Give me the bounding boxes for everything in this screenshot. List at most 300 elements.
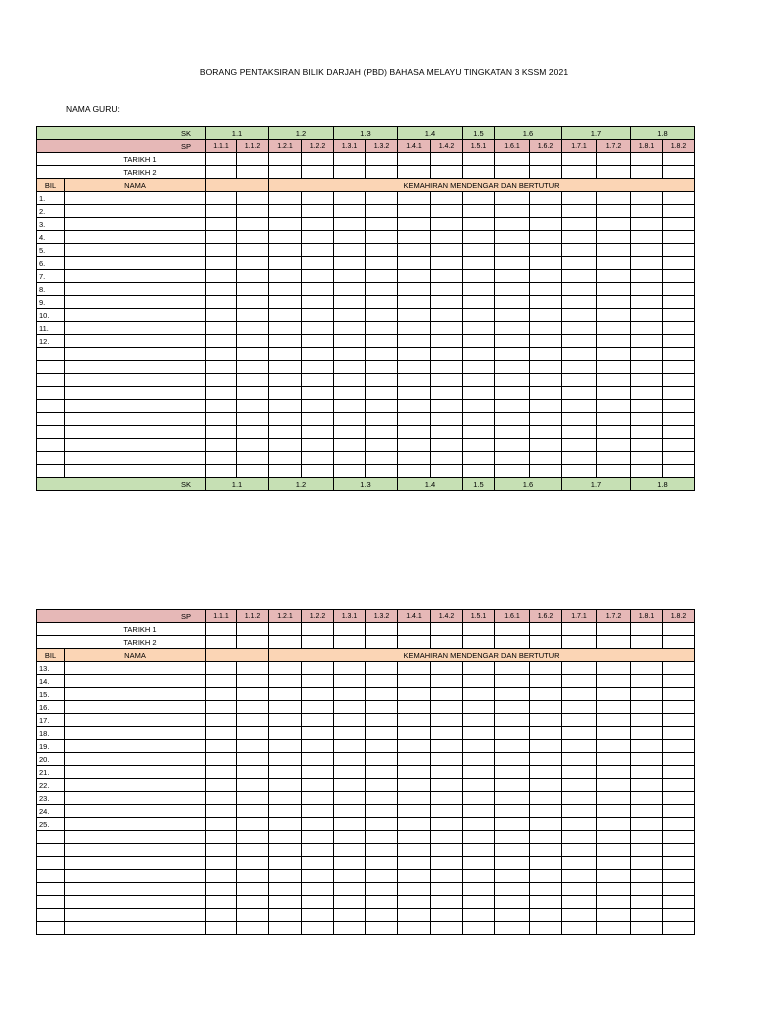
score-cell[interactable] (562, 244, 597, 257)
score-cell[interactable] (495, 805, 530, 818)
score-cell[interactable] (463, 909, 495, 922)
date-cell[interactable] (269, 623, 302, 636)
score-cell[interactable] (431, 909, 463, 922)
score-cell[interactable] (302, 400, 334, 413)
score-cell[interactable] (269, 413, 302, 426)
score-cell[interactable] (206, 883, 237, 896)
score-cell[interactable] (597, 465, 631, 478)
score-cell[interactable] (366, 439, 398, 452)
score-cell[interactable] (597, 922, 631, 935)
score-cell[interactable] (495, 283, 530, 296)
score-cell[interactable] (463, 805, 495, 818)
score-cell[interactable] (530, 831, 562, 844)
score-cell[interactable] (269, 883, 302, 896)
student-name-cell[interactable] (65, 231, 206, 244)
score-cell[interactable] (562, 452, 597, 465)
score-cell[interactable] (663, 374, 695, 387)
score-cell[interactable] (562, 374, 597, 387)
score-cell[interactable] (302, 701, 334, 714)
score-cell[interactable] (663, 387, 695, 400)
score-cell[interactable] (562, 870, 597, 883)
score-cell[interactable] (269, 335, 302, 348)
score-cell[interactable] (206, 844, 237, 857)
date-cell[interactable] (334, 636, 366, 649)
score-cell[interactable] (269, 701, 302, 714)
score-cell[interactable] (302, 452, 334, 465)
score-cell[interactable] (597, 400, 631, 413)
score-cell[interactable] (237, 452, 269, 465)
score-cell[interactable] (269, 309, 302, 322)
score-cell[interactable] (237, 792, 269, 805)
student-name-cell[interactable] (65, 270, 206, 283)
score-cell[interactable] (663, 309, 695, 322)
date-cell[interactable] (269, 166, 302, 179)
score-cell[interactable] (631, 426, 663, 439)
score-cell[interactable] (398, 831, 431, 844)
score-cell[interactable] (495, 714, 530, 727)
score-cell[interactable] (663, 831, 695, 844)
score-cell[interactable] (631, 244, 663, 257)
score-cell[interactable] (366, 244, 398, 257)
score-cell[interactable] (206, 896, 237, 909)
score-cell[interactable] (463, 348, 495, 361)
score-cell[interactable] (334, 831, 366, 844)
score-cell[interactable] (631, 374, 663, 387)
student-name-cell[interactable] (65, 374, 206, 387)
score-cell[interactable] (334, 270, 366, 283)
score-cell[interactable] (237, 818, 269, 831)
score-cell[interactable] (366, 779, 398, 792)
score-cell[interactable] (631, 870, 663, 883)
score-cell[interactable] (334, 387, 366, 400)
score-cell[interactable] (366, 792, 398, 805)
score-cell[interactable] (530, 361, 562, 374)
date-cell[interactable] (530, 153, 562, 166)
score-cell[interactable] (431, 387, 463, 400)
score-cell[interactable] (463, 870, 495, 883)
score-cell[interactable] (237, 361, 269, 374)
score-cell[interactable] (398, 413, 431, 426)
score-cell[interactable] (463, 439, 495, 452)
score-cell[interactable] (631, 740, 663, 753)
score-cell[interactable] (269, 857, 302, 870)
score-cell[interactable] (431, 753, 463, 766)
score-cell[interactable] (334, 805, 366, 818)
student-name-cell[interactable] (65, 896, 206, 909)
score-cell[interactable] (597, 205, 631, 218)
score-cell[interactable] (302, 335, 334, 348)
score-cell[interactable] (663, 322, 695, 335)
score-cell[interactable] (398, 439, 431, 452)
score-cell[interactable] (631, 792, 663, 805)
score-cell[interactable] (562, 309, 597, 322)
score-cell[interactable] (562, 296, 597, 309)
score-cell[interactable] (237, 465, 269, 478)
score-cell[interactable] (562, 439, 597, 452)
score-cell[interactable] (206, 675, 237, 688)
score-cell[interactable] (530, 387, 562, 400)
score-cell[interactable] (431, 413, 463, 426)
score-cell[interactable] (562, 818, 597, 831)
score-cell[interactable] (631, 896, 663, 909)
score-cell[interactable] (463, 922, 495, 935)
score-cell[interactable] (631, 727, 663, 740)
score-cell[interactable] (663, 844, 695, 857)
student-name-cell[interactable] (65, 283, 206, 296)
score-cell[interactable] (269, 426, 302, 439)
score-cell[interactable] (663, 452, 695, 465)
score-cell[interactable] (597, 231, 631, 244)
score-cell[interactable] (530, 909, 562, 922)
score-cell[interactable] (663, 244, 695, 257)
score-cell[interactable] (302, 205, 334, 218)
score-cell[interactable] (302, 283, 334, 296)
score-cell[interactable] (206, 727, 237, 740)
date-cell[interactable] (302, 636, 334, 649)
score-cell[interactable] (398, 779, 431, 792)
score-cell[interactable] (237, 805, 269, 818)
score-cell[interactable] (366, 909, 398, 922)
score-cell[interactable] (562, 218, 597, 231)
score-cell[interactable] (237, 896, 269, 909)
score-cell[interactable] (597, 896, 631, 909)
score-cell[interactable] (562, 192, 597, 205)
score-cell[interactable] (269, 831, 302, 844)
score-cell[interactable] (663, 662, 695, 675)
score-cell[interactable] (431, 257, 463, 270)
score-cell[interactable] (431, 374, 463, 387)
score-cell[interactable] (366, 374, 398, 387)
date-cell[interactable] (562, 636, 597, 649)
score-cell[interactable] (495, 231, 530, 244)
score-cell[interactable] (597, 857, 631, 870)
date-cell[interactable] (530, 623, 562, 636)
score-cell[interactable] (597, 361, 631, 374)
score-cell[interactable] (269, 218, 302, 231)
score-cell[interactable] (463, 688, 495, 701)
score-cell[interactable] (366, 413, 398, 426)
score-cell[interactable] (431, 400, 463, 413)
score-cell[interactable] (302, 465, 334, 478)
score-cell[interactable] (597, 818, 631, 831)
score-cell[interactable] (334, 740, 366, 753)
score-cell[interactable] (398, 883, 431, 896)
score-cell[interactable] (269, 192, 302, 205)
score-cell[interactable] (334, 348, 366, 361)
date-cell[interactable] (562, 623, 597, 636)
score-cell[interactable] (631, 387, 663, 400)
score-cell[interactable] (431, 296, 463, 309)
score-cell[interactable] (562, 909, 597, 922)
score-cell[interactable] (530, 922, 562, 935)
date-cell[interactable] (663, 623, 695, 636)
student-name-cell[interactable] (65, 218, 206, 231)
score-cell[interactable] (530, 465, 562, 478)
score-cell[interactable] (237, 335, 269, 348)
score-cell[interactable] (237, 270, 269, 283)
score-cell[interactable] (463, 740, 495, 753)
student-name-cell[interactable] (65, 465, 206, 478)
score-cell[interactable] (663, 205, 695, 218)
score-cell[interactable] (206, 465, 237, 478)
score-cell[interactable] (431, 818, 463, 831)
score-cell[interactable] (631, 205, 663, 218)
score-cell[interactable] (206, 922, 237, 935)
score-cell[interactable] (562, 257, 597, 270)
student-name-cell[interactable] (65, 740, 206, 753)
score-cell[interactable] (631, 818, 663, 831)
score-cell[interactable] (398, 335, 431, 348)
score-cell[interactable] (530, 818, 562, 831)
score-cell[interactable] (206, 805, 237, 818)
score-cell[interactable] (597, 426, 631, 439)
score-cell[interactable] (398, 714, 431, 727)
score-cell[interactable] (562, 727, 597, 740)
score-cell[interactable] (562, 426, 597, 439)
score-cell[interactable] (631, 413, 663, 426)
date-cell[interactable] (463, 636, 495, 649)
score-cell[interactable] (530, 688, 562, 701)
score-cell[interactable] (431, 714, 463, 727)
score-cell[interactable] (495, 831, 530, 844)
score-cell[interactable] (206, 740, 237, 753)
score-cell[interactable] (463, 205, 495, 218)
score-cell[interactable] (495, 701, 530, 714)
date-cell[interactable] (631, 166, 663, 179)
score-cell[interactable] (530, 701, 562, 714)
score-cell[interactable] (495, 335, 530, 348)
score-cell[interactable] (366, 831, 398, 844)
score-cell[interactable] (495, 413, 530, 426)
score-cell[interactable] (398, 662, 431, 675)
score-cell[interactable] (495, 857, 530, 870)
score-cell[interactable] (562, 714, 597, 727)
student-name-cell[interactable] (65, 309, 206, 322)
date-cell[interactable] (334, 153, 366, 166)
score-cell[interactable] (366, 714, 398, 727)
score-cell[interactable] (431, 205, 463, 218)
score-cell[interactable] (366, 675, 398, 688)
score-cell[interactable] (663, 701, 695, 714)
score-cell[interactable] (269, 283, 302, 296)
score-cell[interactable] (366, 231, 398, 244)
date-cell[interactable] (302, 623, 334, 636)
score-cell[interactable] (334, 400, 366, 413)
date-cell[interactable] (663, 636, 695, 649)
score-cell[interactable] (663, 270, 695, 283)
date-cell[interactable] (366, 623, 398, 636)
score-cell[interactable] (206, 335, 237, 348)
student-name-cell[interactable] (65, 766, 206, 779)
score-cell[interactable] (530, 348, 562, 361)
score-cell[interactable] (334, 792, 366, 805)
score-cell[interactable] (631, 257, 663, 270)
score-cell[interactable] (562, 465, 597, 478)
score-cell[interactable] (631, 309, 663, 322)
score-cell[interactable] (597, 883, 631, 896)
score-cell[interactable] (237, 205, 269, 218)
score-cell[interactable] (597, 296, 631, 309)
score-cell[interactable] (495, 205, 530, 218)
score-cell[interactable] (237, 740, 269, 753)
score-cell[interactable] (631, 335, 663, 348)
score-cell[interactable] (562, 779, 597, 792)
score-cell[interactable] (269, 740, 302, 753)
score-cell[interactable] (530, 857, 562, 870)
score-cell[interactable] (302, 322, 334, 335)
score-cell[interactable] (463, 270, 495, 283)
score-cell[interactable] (562, 740, 597, 753)
student-name-cell[interactable] (65, 779, 206, 792)
score-cell[interactable] (562, 753, 597, 766)
score-cell[interactable] (237, 400, 269, 413)
score-cell[interactable] (302, 883, 334, 896)
score-cell[interactable] (398, 283, 431, 296)
score-cell[interactable] (597, 387, 631, 400)
score-cell[interactable] (663, 675, 695, 688)
score-cell[interactable] (398, 857, 431, 870)
score-cell[interactable] (495, 818, 530, 831)
score-cell[interactable] (431, 361, 463, 374)
student-name-cell[interactable] (65, 426, 206, 439)
score-cell[interactable] (663, 753, 695, 766)
date-cell[interactable] (237, 166, 269, 179)
score-cell[interactable] (663, 766, 695, 779)
score-cell[interactable] (206, 400, 237, 413)
student-name-cell[interactable] (65, 413, 206, 426)
score-cell[interactable] (463, 753, 495, 766)
score-cell[interactable] (398, 322, 431, 335)
score-cell[interactable] (530, 205, 562, 218)
score-cell[interactable] (495, 192, 530, 205)
score-cell[interactable] (631, 270, 663, 283)
score-cell[interactable] (495, 218, 530, 231)
score-cell[interactable] (398, 374, 431, 387)
score-cell[interactable] (597, 662, 631, 675)
student-name-cell[interactable] (65, 257, 206, 270)
score-cell[interactable] (530, 727, 562, 740)
score-cell[interactable] (530, 439, 562, 452)
student-name-cell[interactable] (65, 870, 206, 883)
date-cell[interactable] (431, 153, 463, 166)
score-cell[interactable] (398, 400, 431, 413)
score-cell[interactable] (530, 270, 562, 283)
date-cell[interactable] (206, 153, 237, 166)
score-cell[interactable] (398, 452, 431, 465)
score-cell[interactable] (631, 909, 663, 922)
score-cell[interactable] (530, 844, 562, 857)
score-cell[interactable] (495, 296, 530, 309)
score-cell[interactable] (562, 348, 597, 361)
student-name-cell[interactable] (65, 361, 206, 374)
score-cell[interactable] (631, 883, 663, 896)
score-cell[interactable] (495, 452, 530, 465)
score-cell[interactable] (398, 465, 431, 478)
score-cell[interactable] (431, 896, 463, 909)
score-cell[interactable] (237, 257, 269, 270)
student-name-cell[interactable] (65, 818, 206, 831)
score-cell[interactable] (398, 844, 431, 857)
score-cell[interactable] (269, 361, 302, 374)
score-cell[interactable] (530, 805, 562, 818)
score-cell[interactable] (431, 870, 463, 883)
score-cell[interactable] (269, 387, 302, 400)
score-cell[interactable] (269, 231, 302, 244)
date-cell[interactable] (334, 166, 366, 179)
score-cell[interactable] (663, 883, 695, 896)
date-cell[interactable] (463, 153, 495, 166)
student-name-cell[interactable] (65, 753, 206, 766)
score-cell[interactable] (269, 779, 302, 792)
score-cell[interactable] (334, 335, 366, 348)
score-cell[interactable] (562, 387, 597, 400)
score-cell[interactable] (398, 361, 431, 374)
score-cell[interactable] (398, 740, 431, 753)
score-cell[interactable] (597, 831, 631, 844)
score-cell[interactable] (631, 283, 663, 296)
score-cell[interactable] (366, 348, 398, 361)
score-cell[interactable] (237, 675, 269, 688)
score-cell[interactable] (562, 413, 597, 426)
score-cell[interactable] (237, 309, 269, 322)
score-cell[interactable] (237, 374, 269, 387)
score-cell[interactable] (366, 857, 398, 870)
score-cell[interactable] (631, 439, 663, 452)
score-cell[interactable] (597, 192, 631, 205)
score-cell[interactable] (431, 465, 463, 478)
score-cell[interactable] (334, 675, 366, 688)
score-cell[interactable] (530, 740, 562, 753)
score-cell[interactable] (431, 270, 463, 283)
date-cell[interactable] (431, 166, 463, 179)
score-cell[interactable] (463, 465, 495, 478)
date-cell[interactable] (631, 153, 663, 166)
score-cell[interactable] (302, 779, 334, 792)
date-cell[interactable] (495, 166, 530, 179)
score-cell[interactable] (366, 896, 398, 909)
score-cell[interactable] (530, 426, 562, 439)
score-cell[interactable] (431, 231, 463, 244)
score-cell[interactable] (562, 662, 597, 675)
score-cell[interactable] (302, 727, 334, 740)
score-cell[interactable] (463, 779, 495, 792)
date-cell[interactable] (495, 636, 530, 649)
score-cell[interactable] (463, 309, 495, 322)
student-name-cell[interactable] (65, 805, 206, 818)
score-cell[interactable] (530, 335, 562, 348)
score-cell[interactable] (302, 439, 334, 452)
score-cell[interactable] (495, 753, 530, 766)
student-name-cell[interactable] (65, 714, 206, 727)
score-cell[interactable] (334, 701, 366, 714)
score-cell[interactable] (206, 779, 237, 792)
date-cell[interactable] (597, 166, 631, 179)
score-cell[interactable] (663, 361, 695, 374)
score-cell[interactable] (597, 244, 631, 257)
score-cell[interactable] (366, 844, 398, 857)
score-cell[interactable] (334, 439, 366, 452)
score-cell[interactable] (597, 766, 631, 779)
score-cell[interactable] (663, 400, 695, 413)
score-cell[interactable] (206, 857, 237, 870)
score-cell[interactable] (237, 283, 269, 296)
score-cell[interactable] (206, 192, 237, 205)
date-cell[interactable] (366, 153, 398, 166)
score-cell[interactable] (334, 231, 366, 244)
score-cell[interactable] (431, 831, 463, 844)
date-cell[interactable] (206, 166, 237, 179)
score-cell[interactable] (206, 818, 237, 831)
